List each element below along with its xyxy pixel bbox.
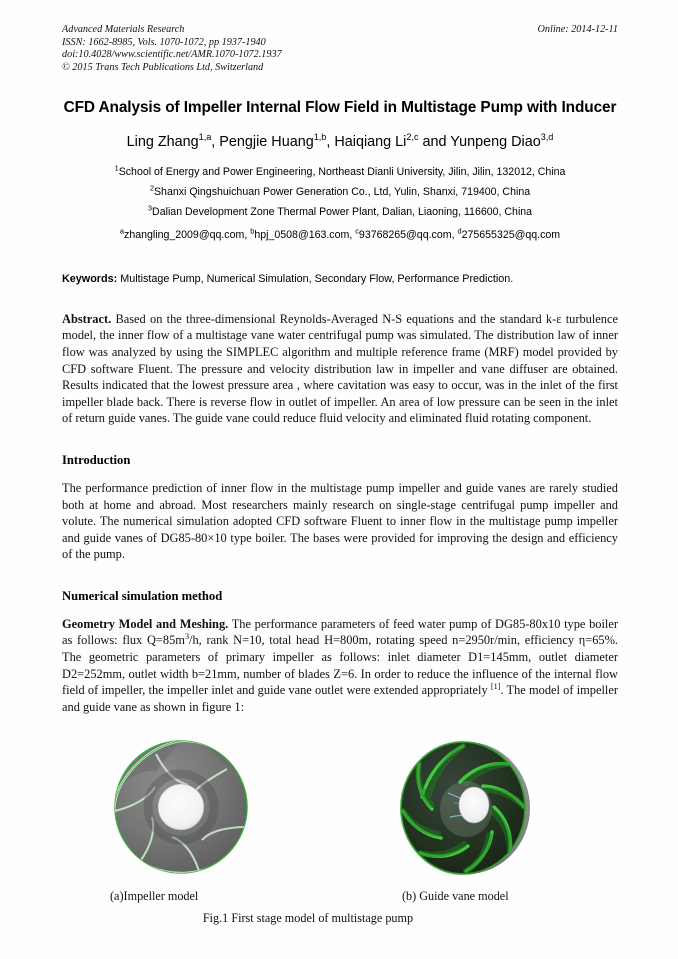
email-sep-3: , [451, 229, 458, 242]
author-sep-1: , [211, 134, 220, 151]
introduction-heading: Introduction [62, 452, 131, 467]
affiliation-text-3: Dalian Development Zone Thermal Power Plant, Dalian, Liaoning, 116600, China [152, 205, 533, 218]
online-date: Online: 2014-12-11 [537, 24, 618, 35]
journal-doi: doi:10.4028/www.scientific.net/AMR.1070-1072.1937 [62, 49, 282, 61]
figure-1 [62, 735, 618, 926]
affiliation-1 [62, 163, 618, 183]
email-sup-1: a [119, 226, 125, 236]
author-list [62, 133, 618, 152]
geometry-text-1: The performance parameters of feed water pump of DG85-80x10 type boiler as follows: flux Q=85m [62, 616, 618, 648]
affiliation-2 [62, 183, 618, 203]
guide-vane-svg [390, 735, 540, 883]
author-name-2: Pengjie Huang [219, 134, 314, 151]
email-sup-3: c [355, 226, 359, 236]
impeller-model-image [106, 735, 256, 888]
author-sup-4: 3,d [540, 132, 554, 143]
affiliation-sup-3: 3 [147, 203, 153, 213]
author-sup-3: 2,c [406, 132, 419, 143]
email-sep-1: , [244, 229, 251, 242]
author-name-1: Ling Zhang [126, 134, 199, 151]
geometry-paragraph [62, 616, 618, 716]
author-sep-2: , [326, 134, 335, 151]
journal-header [62, 24, 618, 74]
introduction-paragraph: The performance prediction of inner flow in the multistage pump impeller and guide vanes are rarely studied both at home and abroad. Most researchers mainly research on single-stage centrifugal pump impeller and volute. The numerical simulation adopted CFD software Fluent to inner flow in the multistage pump impeller and guide vanes of DG85-80×10 type boiler. The bases were provided for improving the design and efficiency of the pump. [62, 480, 618, 562]
geometry-text-3: . The model of impeller and guide vane as shown in figure 1: [62, 683, 618, 714]
geometry-superscript-m3: 3 [184, 632, 190, 642]
journal-name: Advanced Materials Research [62, 24, 185, 35]
affiliation-sup-1: 1 [114, 163, 119, 173]
citation-reference-1[interactable]: [1] [490, 682, 501, 692]
keywords-line [62, 272, 618, 287]
journal-copyright: © 2015 Trans Tech Publications Ltd, Switzerland [62, 61, 264, 73]
keywords-text: Multistage Pump, Numerical Simulation, Secondary Flow, Performance Prediction. [117, 272, 514, 285]
email-4[interactable]: 275655325@qq.com [461, 229, 561, 242]
affiliation-3 [62, 203, 618, 223]
affiliation-sup-2: 2 [149, 183, 154, 193]
geometry-runin-label: Geometry Model and Meshing. [62, 616, 229, 631]
journal-issn: ISSN: 1662-8985, Vols. 1070-1072, pp 1937-1940 [62, 36, 266, 48]
page-content [62, 24, 618, 926]
email-list [62, 226, 618, 246]
abstract-text: Based on the three-dimensional Reynolds-Averaged N-S equations and the standard k-ε turbulence model, the inner flow of a multistage vane water centrifugal pump was simulated. The distribution law of inner flow was analyzed by using the SIMPLEC algorithm and multiple reference frame (MRF) model provided by CFD software Fluent. The pressure and velocity distribution law in impeller and vane diffuser are obtained. Results indicated that the lowest pressure area , where cavitation was easy to occur, was in the inlet of the first impeller blade back. There is reverse flow in outlet of impeller. An area of low pressure can be seen in the inlet of return guide vanes. The guide vane could reduce fluid velocity and eliminated fluid rotating component. [62, 311, 618, 426]
email-sup-2: b [250, 226, 255, 236]
geometry-text-2: /h, rank N=10, total head H=800m, rotating speed n=2950r/min, efficiency η=65%. The geometric parameters of primary impeller as follows: inlet diameter D1=145mm, outlet diameter D2=252mm, outlet width b=21mm, number of blades Z=6. In order to reduce the influence of the internal flow field of impeller, the impeller inlet and guide vane outlet were extended appropriately [62, 633, 619, 698]
guide-vane-model-image [390, 735, 540, 888]
affiliation-text-1: School of Energy and Power Engineering, Northeast Dianli University, Jilin, Jilin, 132012, China [118, 166, 566, 179]
abstract-paragraph [62, 311, 618, 427]
paper-title: CFD Analysis of Impeller Internal Flow Field in Multistage Pump with Inducer [63, 99, 617, 117]
figure-caption-b: (b) Guide vane model [402, 889, 509, 904]
abstract-label: Abstract. [62, 311, 112, 326]
email-2[interactable]: hpj_0508@163.com [254, 229, 350, 242]
affiliation-list [62, 163, 618, 222]
email-sep-2: , [349, 229, 356, 242]
author-name-4: Yunpeng Diao [450, 134, 541, 151]
author-sup-2: 1,b [313, 132, 327, 143]
author-name-3: Haiqiang Li [334, 134, 407, 151]
figure-caption-a: (a)Impeller model [110, 889, 199, 904]
affiliation-text-2: Shanxi Qingshuichuan Power Generation Co., Ltd, Yulin, Shanxi, 719400, China [153, 185, 531, 198]
keywords-label: Keywords: [62, 272, 118, 285]
email-sup-4: d [457, 226, 462, 236]
numerical-heading: Numerical simulation method [62, 588, 223, 603]
impeller-svg [106, 735, 256, 883]
email-3[interactable]: 93768265@qq.com [358, 229, 452, 242]
figure-images-row [62, 735, 618, 883]
author-sup-1: 1,a [198, 132, 212, 143]
author-sep-3: and [418, 134, 451, 151]
figure-title: Fig.1 First stage model of multistage pump [202, 911, 414, 926]
email-1[interactable]: zhangling_2009@qq.com [124, 229, 245, 242]
figure-subcaptions [62, 889, 618, 909]
